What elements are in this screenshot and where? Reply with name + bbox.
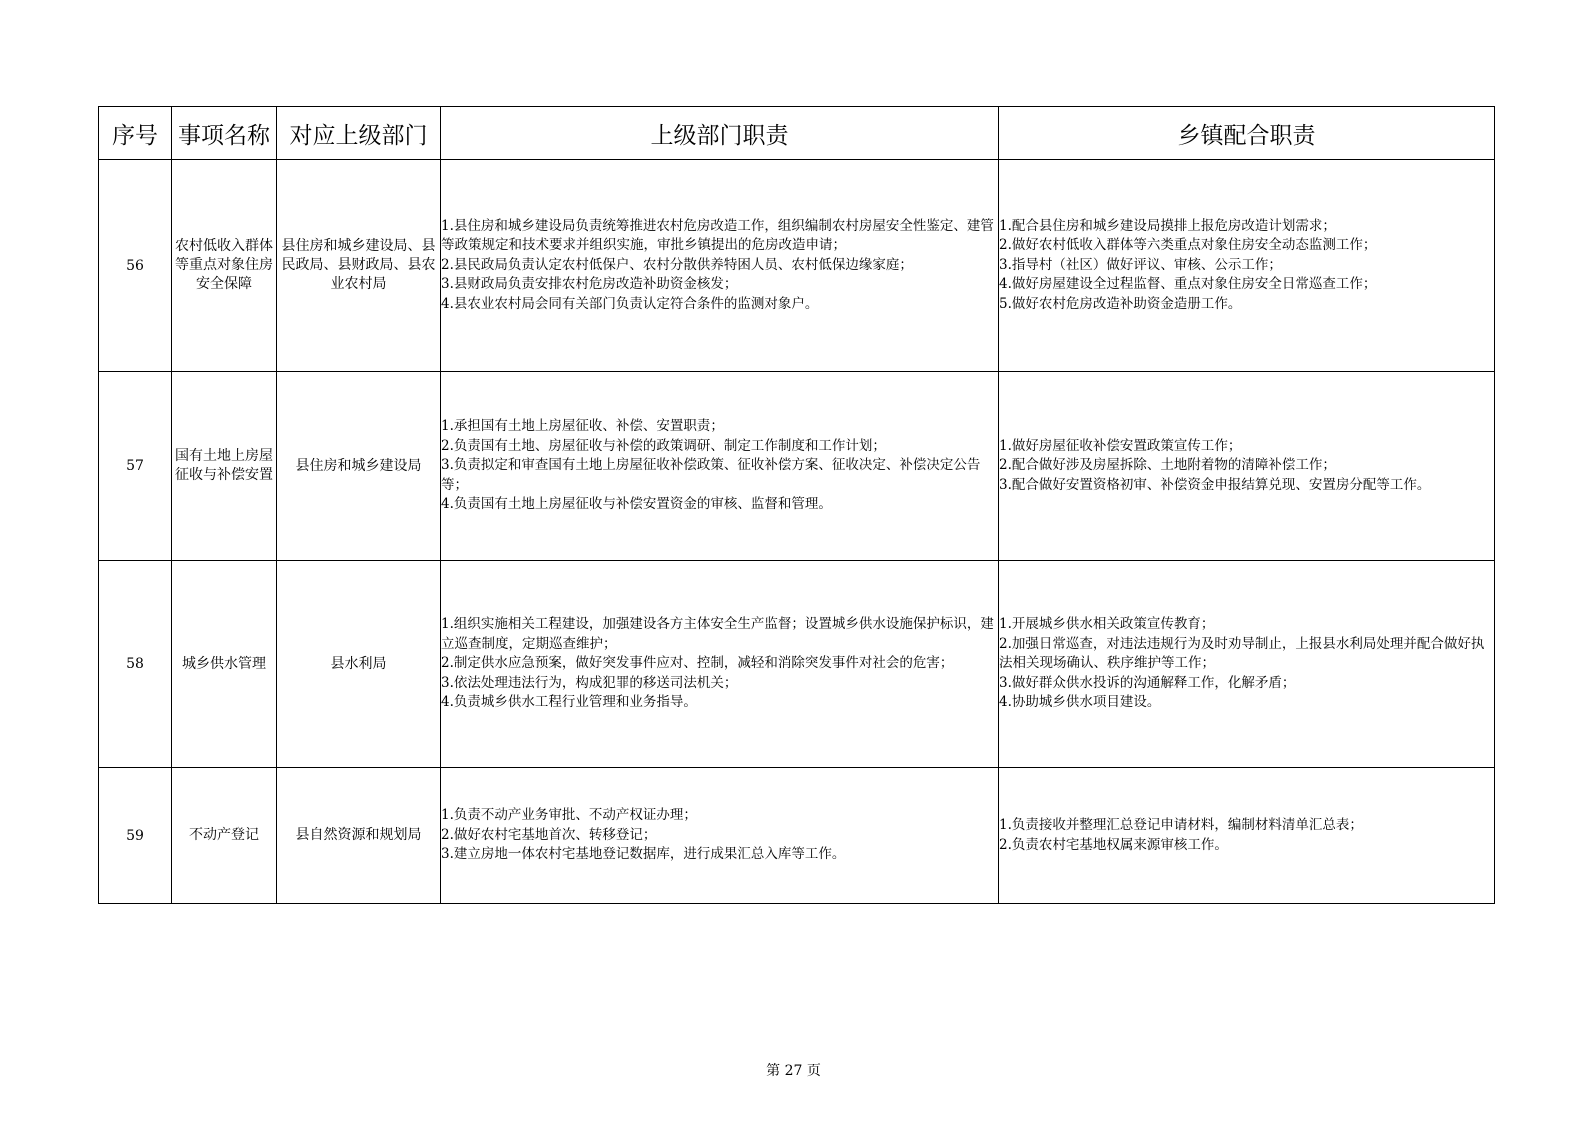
row-township-duty [999,160,1495,372]
duty-item: 1.配合县住房和城乡建设局摸排上报危房改造计划需求； [999,217,1336,234]
row-num: 59 [99,768,172,904]
row-dept: 县水利局 [277,561,441,768]
row-township-duty [999,372,1495,561]
table-row [99,561,1495,768]
duty-item: 2.县民政局负责认定农村低保户、农村分散供养特困人员、农村低保边缘家庭； [441,256,913,273]
row-superior-duty [441,372,999,561]
duty-item: 3.建立房地一体农村宅基地登记数据库，进行成果汇总入库等工作。 [441,846,846,863]
table-row [99,372,1495,561]
duty-item: 4.做好房屋建设全过程监督、重点对象住房安全日常巡查工作； [999,276,1377,293]
duty-item: 1.负责接收并整理汇总登记申请材料，编制材料清单汇总表； [999,817,1363,833]
row-name: 不动产登记 [172,768,277,904]
row-num: 57 [99,372,172,561]
duty-item: 2.做好农村宅基地首次、转移登记； [441,826,657,843]
row-name: 城乡供水管理 [172,561,277,768]
row-township-duty [999,561,1495,768]
duty-item: 1.负责不动产业务审批、不动产权证办理； [441,807,697,824]
header-superior-duty: 上级部门职责 [441,107,999,160]
duty-item: 4.县农业农村局会同有关部门负责认定符合条件的监测对象户。 [441,295,819,312]
duty-item: 2.负责农村宅基地权属来源审核工作。 [999,836,1228,853]
duty-item: 5.做好农村危房改造补助资金造册工作。 [999,295,1242,312]
duty-item: 1.开展城乡供水相关政策宣传教育； [999,616,1215,633]
row-num: 58 [99,561,172,768]
row-dept: 县住房和城乡建设局、县民政局、县财政局、县农业农村局 [277,160,441,372]
duty-item: 3.做好群众供水投诉的沟通解释工作，化解矛盾； [999,674,1296,691]
duty-item: 2.制定供水应急预案，做好突发事件应对、控制，减轻和消除突发事件对社会的危害； [441,655,954,672]
duty-item: 4.负责国有土地上房屋征收与补偿安置资金的审核、监督和管理。 [441,496,832,513]
row-superior-duty [441,561,999,768]
duty-item: 3.依法处理违法行为，构成犯罪的移送司法机关； [441,674,738,691]
page-number: 第 27 页 [766,1063,821,1079]
duty-item: 1.做好房屋征收补偿安置政策宣传工作； [999,437,1242,454]
row-township-duty [999,768,1495,904]
header-num: 序号 [99,107,172,160]
header-dept: 对应上级部门 [277,107,441,160]
duty-item: 2.配合做好涉及房屋拆除、土地附着物的清障补偿工作； [999,457,1336,474]
row-superior-duty [441,160,999,372]
row-dept: 县自然资源和规划局 [277,768,441,904]
header-name: 事项名称 [172,107,277,160]
row-name: 农村低收入群体等重点对象住房安全保障 [172,160,277,372]
row-num: 56 [99,160,172,372]
row-name: 国有土地上房屋征收与补偿安置 [172,372,277,561]
header-township-duty: 乡镇配合职责 [999,107,1495,160]
header-row [99,107,1495,160]
duty-item: 1.承担国有土地上房屋征收、补偿、安置职责； [441,418,724,435]
duty-item: 2.负责国有土地、房屋征收与补偿的政策调研、制定工作制度和工作计划； [441,437,886,454]
row-dept: 县住房和城乡建设局 [277,372,441,561]
duty-item: 1.县住房和城乡建设局负责统筹推进农村危房改造工作，组织编制农村房屋安全性鉴定、建管等政策规定和技术要求并组织实施，审批乡镇提出的危房改造申请； [441,217,994,254]
duty-item: 3.指导村（社区）做好评议、审核、公示工作； [999,256,1282,273]
duty-item: 4.协助城乡供水项目建设。 [999,694,1161,711]
duty-item: 2.做好农村低收入群体等六类重点对象住房安全动态监测工作； [999,237,1377,254]
table-row [99,160,1495,372]
duty-item: 4.负责城乡供水工程行业管理和业务指导。 [441,694,697,711]
duty-item: 3.配合做好安置资格初审、补偿资金申报结算兑现、安置房分配等工作。 [999,476,1431,493]
row-superior-duty [441,768,999,904]
duty-table [98,106,1495,904]
duty-item: 1.组织实施相关工程建设，加强建设各方主体安全生产监督；设置城乡供水设施保护标识，建立巡查制度，定期巡查维护； [441,616,994,652]
duty-item: 3.负责拟定和审查国有土地上房屋征收补偿政策、征收补偿方案、征收决定、补偿决定公告等； [441,457,981,493]
duty-item: 3.县财政局负责安排农村危房改造补助资金核发； [441,276,738,293]
duty-item: 2.加强日常巡查，对违法违规行为及时劝导制止，上报县水利局处理并配合做好执法相关现场确认、秩序维护等工作； [999,635,1485,672]
table-row [99,768,1495,904]
